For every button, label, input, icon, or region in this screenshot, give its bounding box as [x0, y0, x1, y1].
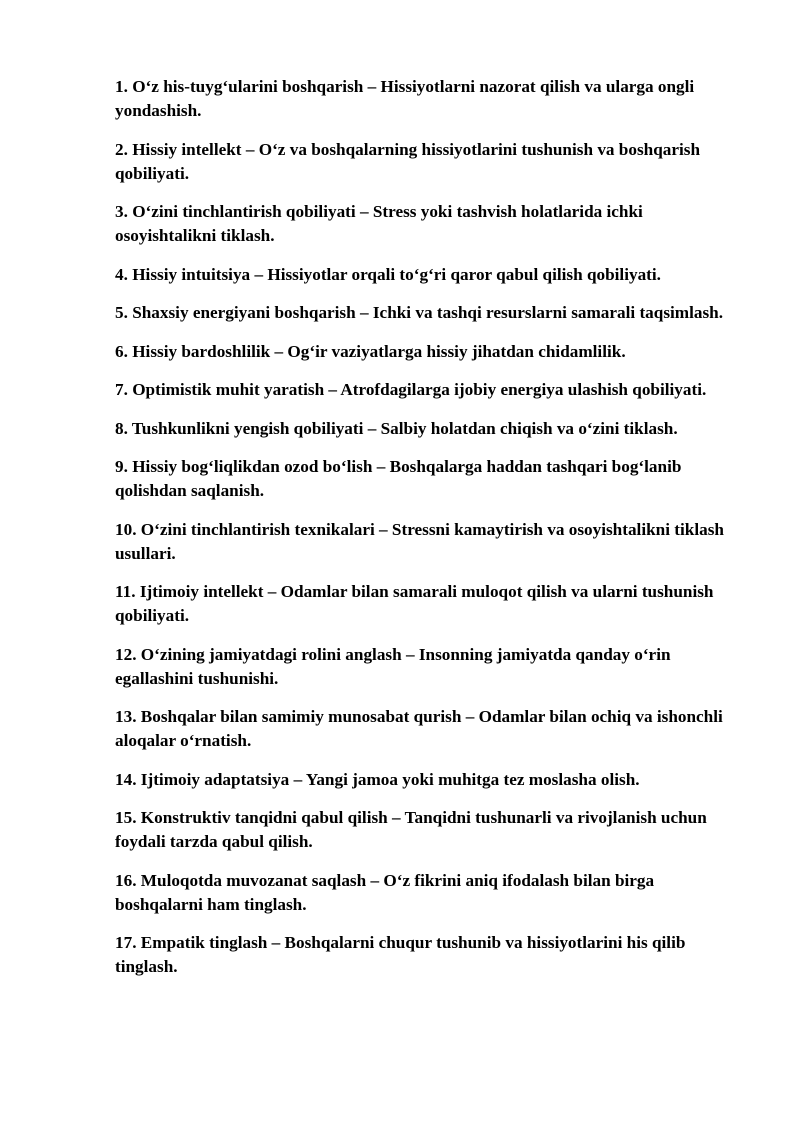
list-item: 2. Hissiy intellekt – O‘z va boshqalarning hissiyotlarini tushunish va boshqarish qobiliyati.: [115, 139, 701, 183]
list-item: 14. Ijtimoiy adaptatsiya – Yangi jamoa yoki muhitga tez moslasha olish.: [115, 769, 640, 789]
list-item: 15. Konstruktiv tanqidni qabul qilish – Tanqidni tushunarli va rivojlanish uchun foydali tarzda qabul qilish.: [115, 808, 707, 851]
list-item: 6. Hissiy bardoshlilik – Og‘ir vaziyatlarga hissiy jihatdan chidamlilik.: [115, 341, 626, 361]
list-item: 5. Shaxsiy energiyani boshqarish – Ichki va tashqi resurslarni samarali taqsimlash.: [115, 303, 724, 322]
list-item: 10. O‘zini tinchlantirish texnikalari – Stressni kamaytirish va osoyishtalikni tiklash usullari.: [115, 519, 724, 563]
list-item: 13. Boshqalar bilan samimiy munosabat qurish – Odamlar bilan ochiq va ishonchli aloqalar o‘rnatish.: [115, 707, 723, 750]
numbered-list: [115, 75, 745, 994]
list-item: 1. O‘z his-tuyg‘ularini boshqarish – Hissiyotlarni nazorat qilish va ularga ongli yondashish.: [115, 77, 695, 120]
list-item: 3. O‘zini tinchlantirish qobiliyati – Stress yoki tashvish holatlarida ichki osoyishtalikni tiklash.: [115, 202, 643, 245]
list-item: 17. Empatik tinglash – Boshqalarni chuqur tushunib va hissiyotlarini his qilib tinglash.: [115, 933, 686, 976]
list-item: 7. Optimistik muhit yaratish – Atrofdagilarga ijobiy energiya ulashish qobiliyati.: [115, 380, 707, 399]
list-item: 16. Muloqotda muvozanat saqlash – O‘z fikrini aniq ifodalash bilan birga boshqalarni ham tinglash.: [115, 870, 655, 914]
list-item: 11. Ijtimoiy intellekt – Odamlar bilan samarali muloqot qilish va ularni tushunish qobiliyati.: [115, 582, 714, 625]
list-item: 4. Hissiy intuitsiya – Hissiyotlar orqali to‘g‘ri qaror qabul qilish qobiliyati.: [115, 264, 661, 284]
list-item: 8. Tushkunlikni yengish qobiliyati – Salbiy holatdan chiqish va o‘zini tiklash.: [115, 418, 678, 438]
list-item: 9. Hissiy bog‘liqlikdan ozod bo‘lish – Boshqalarga haddan tashqari bog‘lanib qolishdan saqlanish.: [115, 457, 682, 500]
list-item: 12. O‘zining jamiyatdagi rolini anglash – Insonning jamiyatda qanday o‘rin egallashini tushunishi.: [115, 644, 671, 688]
